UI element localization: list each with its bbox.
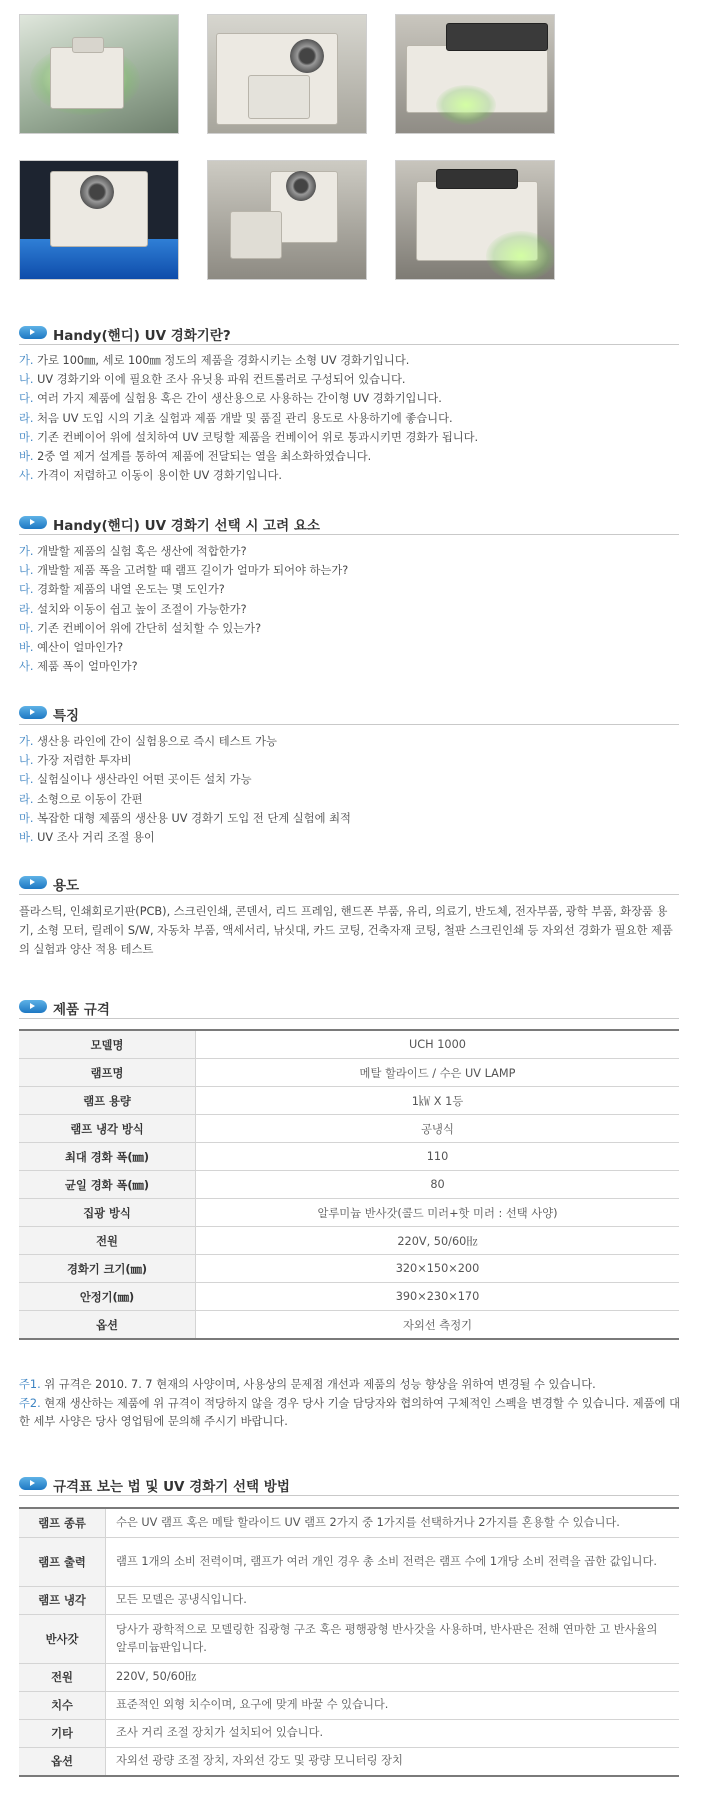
section-heading-specifications bbox=[19, 996, 679, 1019]
uv-curing-unit-photo-1 bbox=[19, 14, 179, 134]
table-row: 램프명 메탈 할라이드 / 수은 UV LAMP bbox=[19, 1059, 679, 1087]
section-title: 특징 bbox=[53, 708, 80, 724]
list-item: 나. 가장 저렴한 투자비 bbox=[19, 754, 132, 768]
arrow-bullet-icon bbox=[19, 876, 47, 889]
section-heading-selection-factors bbox=[19, 512, 679, 535]
list-item: 바. 2중 열 제거 설계를 통하여 제품에 전달되는 열을 최소화하였습니다. bbox=[19, 449, 372, 463]
table-row: 치수 표준적인 외형 치수이며, 요구에 맞게 바꿀 수 있습니다. bbox=[19, 1691, 679, 1719]
table-row: 램프 출력 램프 1개의 소비 전력이며, 램프가 여러 개인 경우 총 소비 전력은 램프 수에 1개당 소비 전력을 곱한 값입니다. bbox=[19, 1537, 679, 1586]
arrow-bullet-icon bbox=[19, 326, 47, 339]
list-item: 마. 기존 컨베이어 위에 간단히 설치할 수 있는가? bbox=[19, 621, 262, 635]
table-row: 경화기 크기(㎜) 320×150×200 bbox=[19, 1255, 679, 1283]
list-item: 라. 설치와 이동이 쉽고 높이 조절이 가능한가? bbox=[19, 602, 247, 616]
list-item: 바. 예산이 얼마인가? bbox=[19, 640, 124, 654]
list-item: 다. 경화할 제품의 내열 온도는 몇 도인가? bbox=[19, 583, 225, 597]
table-row: 균일 경화 폭(㎜) 80 bbox=[19, 1171, 679, 1199]
photo-row-2 bbox=[19, 160, 559, 280]
section-title: 용도 bbox=[53, 878, 80, 894]
note-item: 주2. 현재 생산하는 제품에 위 규격이 적당하지 않을 경우 당사 기술 담당자와 협의하여 구체적인 스펙을 변경할 수 있습니다. 제품에 대한 세부 사양은 당사 영업팀에 문의해 주시기 바랍니다. bbox=[19, 1396, 680, 1428]
section-heading-features bbox=[19, 702, 679, 725]
list-item: 가. 가로 100㎜, 세로 100㎜ 정도의 제품을 경화시키는 소형 UV 경화기입니다. bbox=[19, 354, 410, 367]
table-row: 램프 용량 1㎾ X 1등 bbox=[19, 1087, 679, 1115]
arrow-bullet-icon bbox=[19, 1477, 47, 1490]
list-item: 바. UV 조사 거리 조절 용이 bbox=[19, 830, 155, 844]
table-row: 옵션 자외선 측정기 bbox=[19, 1311, 679, 1340]
features-list bbox=[19, 732, 689, 847]
table-row: 최대 경화 폭(㎜) 110 bbox=[19, 1143, 679, 1171]
section-title: Handy(핸디) UV 경화기란? bbox=[53, 328, 231, 344]
table-row: 램프 냉각 방식 공냉식 bbox=[19, 1115, 679, 1143]
note-item: 주1. 위 규격은 2010. 7. 7 현재의 사양이며, 사용상의 문제점 개선과 제품의 성능 향상을 위하여 변경될 수 있습니다. bbox=[19, 1378, 596, 1391]
list-item: 라. 처음 UV 도입 시의 기초 실험과 제품 개발 및 품질 관리 용도로 사용하기에 좋습니다. bbox=[19, 411, 453, 425]
list-item: 나. UV 경화기와 이에 필요한 조사 유닛용 파워 컨트롤러로 구성되어 있습니다. bbox=[19, 373, 406, 387]
table-row: 반사갓 당사가 광학적으로 모델링한 집광형 구조 혹은 평행광형 반사갓을 사용하며, 반사판은 전해 연마한 고 반사율의 알루미늄판입니다. bbox=[19, 1614, 679, 1663]
table-row: 옵션 자외선 광량 조절 장치, 자외선 강도 및 광량 모니터링 장치 bbox=[19, 1747, 679, 1776]
list-item: 마. 복잡한 대형 제품의 생산용 UV 경화기 도입 전 단계 실험에 최적 bbox=[19, 811, 351, 825]
table-row: 기타 조사 거리 조절 장치가 설치되어 있습니다. bbox=[19, 1719, 679, 1747]
table-row: 램프 종류 수은 UV 램프 혹은 메탈 할라이드 UV 램프 2가지 중 1가지를 선택하거나 2가지를 혼용할 수 있습니다. bbox=[19, 1508, 679, 1537]
arrow-bullet-icon bbox=[19, 1000, 47, 1013]
table-row: 모델명 UCH 1000 bbox=[19, 1030, 679, 1059]
arrow-bullet-icon bbox=[19, 706, 47, 719]
section-heading-applications bbox=[19, 872, 679, 895]
section-heading-spec-guide bbox=[19, 1473, 679, 1496]
uv-curing-unit-photo-3 bbox=[395, 14, 555, 134]
list-item: 다. 실험실이나 생산라인 어떤 곳이든 설치 가능 bbox=[19, 773, 252, 787]
applications-text: 플라스틱, 인쇄회로기판(PCB), 스크린인쇄, 콘덴서, 리드 프레임, 핸드폰 부품, 유리, 의료기, 반도체, 전자부품, 광학 부품, 화장품 용기, 소형 모터, 릴레이 S/W, 자동차 부품, 액세서리, 낚싯대, 카드 코팅, 건축자재 코팅, 철판 스크린인쇄 등 자외선 경화가 필요한 제품의 실험과 양산 적용 테스트 bbox=[19, 905, 673, 956]
table-row: 램프 냉각 모든 모델은 공냉식입니다. bbox=[19, 1586, 679, 1614]
product-photo-grid bbox=[19, 14, 559, 306]
section-heading-handy-uv bbox=[19, 322, 679, 345]
table-row: 안정기(㎜) 390×230×170 bbox=[19, 1283, 679, 1311]
selection-factors-list bbox=[19, 542, 689, 676]
spec-table bbox=[19, 1029, 679, 1340]
uv-curing-unit-photo-2 bbox=[207, 14, 367, 134]
list-item: 마. 기존 컨베이어 위에 설치하여 UV 코팅할 제품을 컨베이어 위로 통과시키면 경화가 됩니다. bbox=[19, 430, 479, 444]
spec-guide-table bbox=[19, 1507, 679, 1777]
table-row: 전원 220V, 50/60㎐ bbox=[19, 1227, 679, 1255]
uv-curing-unit-photo-5 bbox=[207, 160, 367, 280]
table-row: 집광 방식 알루미늄 반사갓(콜드 미러+핫 미러 : 선택 사양) bbox=[19, 1199, 679, 1227]
table-row: 전원 220V, 50/60㎐ bbox=[19, 1663, 679, 1691]
list-item: 가. 생산용 라인에 간이 실험용으로 즉시 테스트 가능 bbox=[19, 735, 277, 748]
section-title: 제품 규격 bbox=[53, 1002, 110, 1018]
uv-curing-unit-photo-4 bbox=[19, 160, 179, 280]
list-item: 사. 제품 폭이 얼마인가? bbox=[19, 660, 138, 674]
list-item: 다. 여러 가지 제품에 실험용 혹은 간이 생산용으로 사용하는 간이형 UV 경화기입니다. bbox=[19, 392, 442, 406]
list-item: 나. 개발할 제품 폭을 고려할 때 램프 길이가 얼마가 되어야 하는가? bbox=[19, 564, 349, 578]
list-item: 사. 가격이 저렴하고 이동이 용이한 UV 경화기입니다. bbox=[19, 469, 282, 483]
section-title: Handy(핸디) UV 경화기 선택 시 고려 요소 bbox=[53, 518, 320, 534]
list-item: 라. 소형으로 이동이 간편 bbox=[19, 792, 143, 806]
list-item: 가. 개발할 제품의 실험 혹은 생산에 적합한가? bbox=[19, 545, 247, 558]
uv-curing-unit-photo-6 bbox=[395, 160, 555, 280]
arrow-bullet-icon bbox=[19, 516, 47, 529]
section-title: 규격표 보는 법 및 UV 경화기 선택 방법 bbox=[53, 1479, 290, 1495]
handy-uv-description-list bbox=[19, 351, 689, 485]
photo-row-1 bbox=[19, 14, 559, 134]
spec-notes bbox=[19, 1376, 681, 1432]
